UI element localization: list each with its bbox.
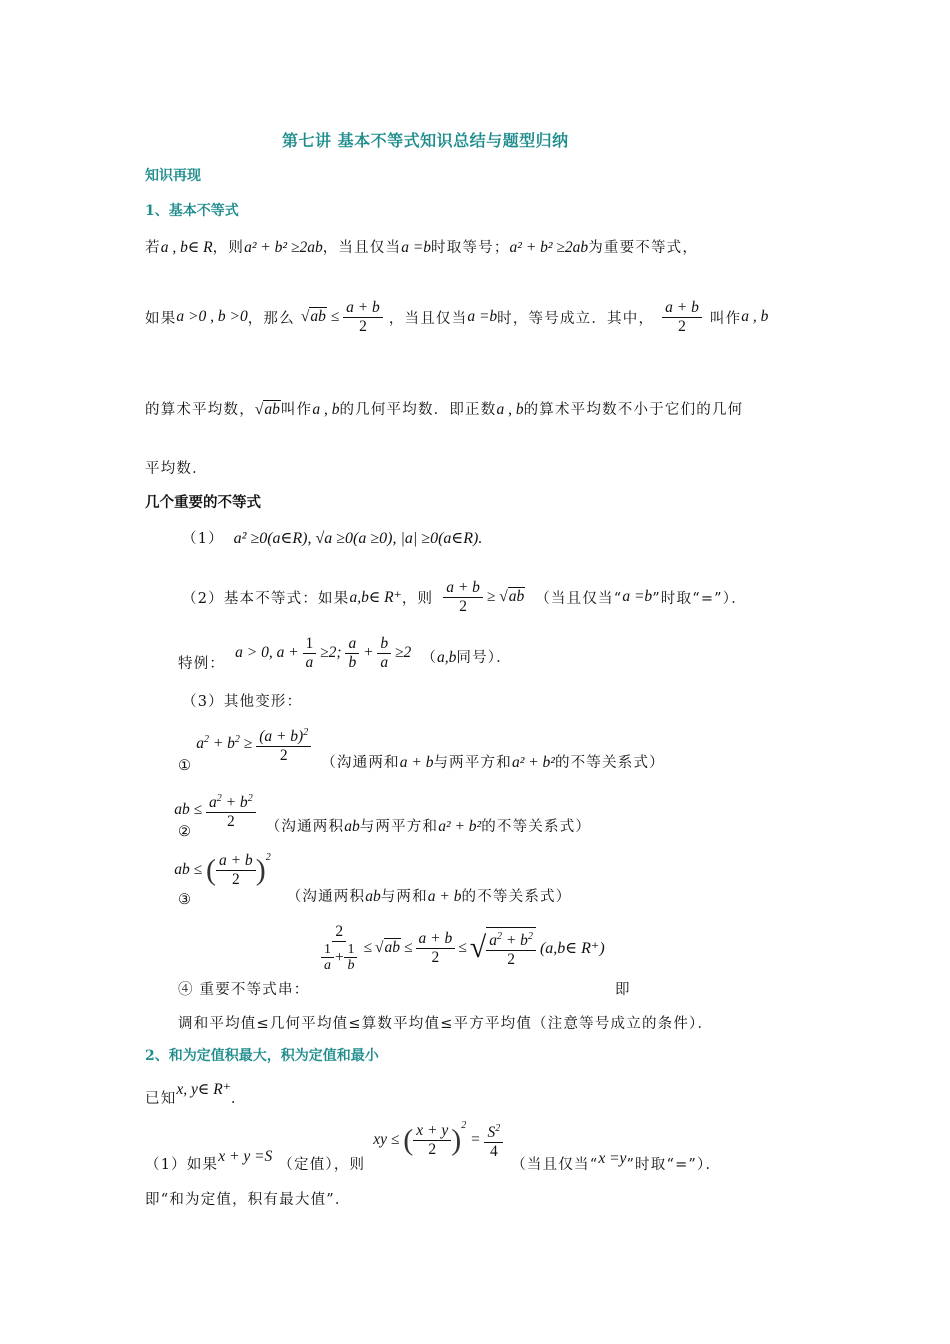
variant-2-note1: （沟通两积	[265, 819, 345, 835]
conclusion: 即“和为定值，积有最大值”．	[145, 1192, 351, 1208]
paragraph-1	[145, 236, 698, 257]
special-ab: a,b	[437, 649, 457, 666]
known-text: 已知	[145, 1091, 177, 1107]
q1-m1: x + y =S	[218, 1148, 273, 1165]
item-2-label: （2）基本不等式：如果	[182, 590, 350, 607]
special-formula: a > 0, a + $\frac{1}{a}$ ≥2; $\frac{a}{b}$ + $\frac{b}{a}$ ≥2	[235, 634, 412, 671]
special-paren: （	[421, 650, 438, 666]
item-2-cond: a,b∈ R⁺	[349, 588, 402, 606]
variant-4-ji: 即	[615, 982, 631, 998]
p3-math-sqrt-ab: √ab	[254, 401, 280, 418]
variant-3	[174, 852, 572, 910]
p3-math-ab-2: a , b	[496, 401, 524, 418]
variant-3-note2: 与两和	[380, 889, 428, 905]
known-math: x, y∈ R⁺	[176, 1081, 231, 1098]
p3-math-ab: a , b	[312, 401, 340, 418]
p1-text-equality: 时取等号；	[431, 240, 510, 256]
p2-text-called: 叫作	[709, 310, 742, 327]
page-title: 第七讲 基本不等式知识总结与题型归纳	[282, 131, 569, 150]
p3-text-conclusion: 的算术平均数不小于它们的几何	[523, 402, 744, 418]
variant-3-m2: a + b	[427, 888, 462, 905]
variant-1-num: ①	[178, 758, 193, 774]
item-2-when: （当且仅当“	[535, 590, 623, 607]
p2-text-when: ，当且仅当	[388, 310, 468, 327]
p3-text-gm: 的几何平均数．即正数	[339, 402, 497, 418]
variant-4-cond: (a,b∈ R⁺)	[539, 940, 605, 957]
variant-3-note3: 的不等关系式）	[461, 889, 572, 905]
variant-3-note1: （沟通两积	[286, 889, 366, 905]
p2-math-amgm: √ab ≤ $\frac{a + b}{2}$	[301, 299, 383, 336]
item-2-then: ，则	[401, 590, 434, 607]
q1-fixed: （定值），则	[278, 1157, 366, 1173]
section-knowledge: 知识再现	[145, 168, 201, 184]
item-2-take-eq: ”时取“=”）．	[652, 590, 747, 607]
item-1	[182, 527, 482, 548]
paragraph-2	[145, 292, 768, 342]
variant-4-label: ④ 重要不等式串：	[178, 982, 310, 998]
variant-1-note3: 的不等关系式）	[554, 755, 665, 771]
q1-eq: x =y	[598, 1150, 627, 1167]
variant-2-note2: 与两平方和	[359, 819, 439, 835]
p1-math-ineq: a² + b² ≥2ab	[244, 239, 323, 256]
p1-math-a-eq-b: a =b	[401, 239, 432, 256]
variant-1-formula: $a^2 + b^2$ ≥ $\frac{(a + b)^2}{2}$	[196, 724, 311, 765]
variant-3-formula: ab ≤ ( $\frac{a + b}{2}$ )$^2$	[174, 852, 271, 888]
variant-2-formula: ab ≤ $\frac{a^2 + b^2}{2}$	[174, 790, 255, 831]
variant-1	[178, 724, 665, 776]
p2-text-among: 时，等号成立．其中，	[497, 310, 655, 327]
heading-important-inequalities: 几个重要的不等式	[145, 494, 261, 511]
subsection-2: 2、和为定值积最大，积为定值和最小	[145, 1048, 379, 1064]
item-3: （3）其他变形：	[182, 694, 303, 710]
p1-text-then: ，则	[212, 240, 245, 256]
variant-1-note1: （沟通两和	[321, 755, 400, 771]
variant-3-num: ③	[178, 892, 193, 908]
item-2	[182, 572, 747, 622]
p3-text-called: 叫作	[280, 402, 313, 418]
variant-2-note3: 的不等关系式）	[481, 819, 592, 835]
variant-4-formula: 2 $\frac{1}{a}$ + $\frac{1}{b}$ ≤ √ab ≤ $\frac{a + b}{2}$ ≤ √ $\frac{a^2 + b^2}{2}$ (a,b∈ R⁺)	[318, 923, 605, 973]
variant-2-num: ②	[178, 824, 193, 840]
p1-math-ab-in-R: a , b∈ R	[160, 239, 213, 256]
item-1-label: （1）	[182, 531, 224, 547]
p2-math-ab: a , b	[741, 308, 769, 325]
p1-text-when: ，当且仅当	[322, 240, 402, 256]
p2-text-if: 如果	[145, 310, 177, 327]
paragraph-3	[145, 398, 743, 419]
special-same-sign: 同号）．	[456, 650, 512, 666]
p2-math-a-eq-b: a =b	[467, 308, 498, 325]
p2-math-positive: a >0 , b >0	[176, 308, 248, 325]
q1-formula: xy ≤ ( $\frac{x + y}{2}$ )$^2$ = $\frac{S^2}{4}$	[373, 1120, 503, 1161]
variant-2-m1: ab	[344, 818, 360, 835]
variant-1-m1: a + b	[399, 754, 434, 771]
known-condition	[145, 1080, 247, 1108]
special-label: 特例：	[178, 656, 226, 672]
variant-2	[174, 790, 592, 842]
p3-text-am: 的算术平均数，	[145, 402, 255, 418]
q1-take-eq: ”时取“=”）．	[626, 1157, 722, 1173]
item-1-formula: a² ≥0(a∈R), √a ≥0(a ≥0), |a| ≥0(a∈R).	[233, 530, 483, 547]
question-1	[145, 1120, 721, 1176]
q1-label: （1）如果	[145, 1157, 219, 1173]
subsection-1: 1、基本不等式	[145, 203, 239, 219]
variant-1-note2: 与两平方和	[433, 755, 512, 771]
paragraph-4: 平均数．	[145, 461, 208, 477]
p1-text-important: 为重要不等式，	[588, 240, 699, 256]
item-2-eq: a =b	[622, 588, 653, 605]
variant-4-chain-text: 调和平均值≤几何平均值≤算数平均值≤平方平均值（注意等号成立的条件）．	[178, 1016, 714, 1032]
q1-when: （当且仅当“	[511, 1157, 599, 1173]
p2-text-then: ，那么	[247, 310, 295, 327]
variant-2-m2: a² + b²	[438, 818, 482, 835]
p1-text-if: 若	[145, 240, 161, 256]
known-period: ．	[230, 1091, 247, 1107]
variant-3-m1: ab	[365, 888, 381, 905]
item-2-formula: $\frac{a + b}{2}$ ≥ √ab	[443, 579, 525, 616]
variant-1-m2: a² + b²	[511, 754, 555, 771]
p2-math-mean: $\frac{a + b}{2}$	[662, 299, 702, 336]
special-case	[178, 631, 512, 675]
p1-math-ineq-2: a² + b² ≥2ab	[509, 239, 589, 256]
